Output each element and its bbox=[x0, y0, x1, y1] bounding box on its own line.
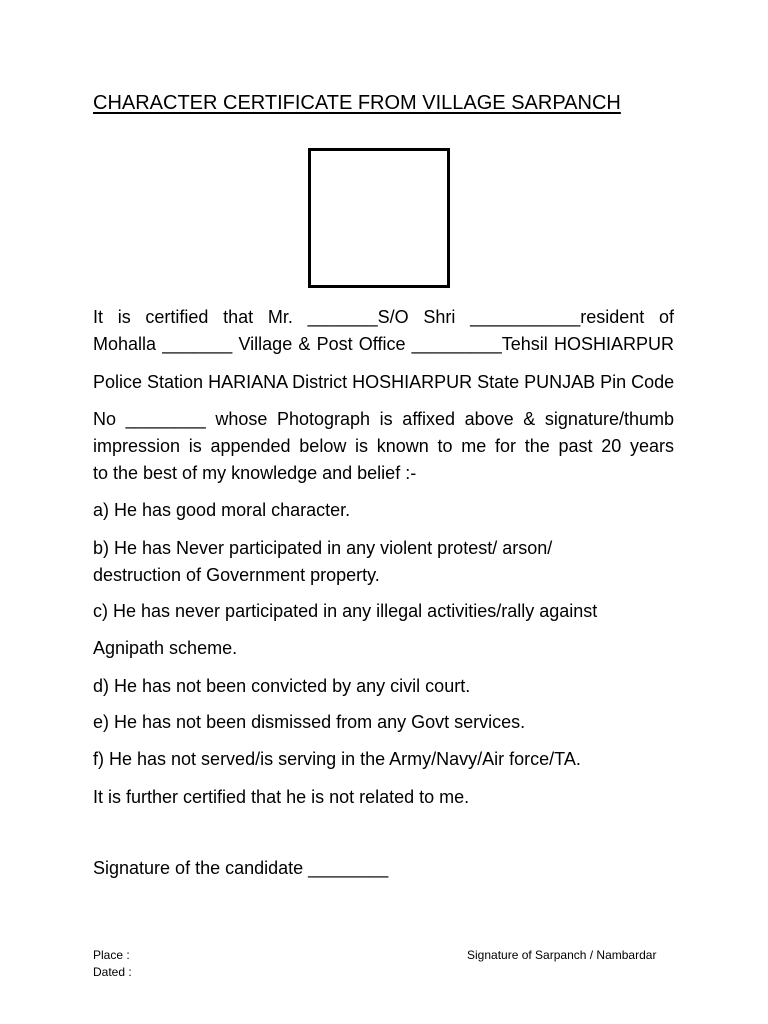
declaration-d: d) He has not been convicted by any civil court. bbox=[93, 676, 471, 696]
paragraph-line-3: Police Station HARIANA District HOSHIARPUR State PUNJAB Pin Code bbox=[93, 372, 675, 392]
dated-label: Dated : bbox=[93, 965, 132, 979]
declaration-b-line-2: destruction of Government property. bbox=[93, 565, 380, 585]
sarpanch-signature-label: Signature of Sarpanch / Nambardar bbox=[467, 948, 657, 962]
certificate-title: CHARACTER CERTIFICATE FROM VILLAGE SARPANCH bbox=[93, 92, 621, 114]
place-label: Place : bbox=[93, 948, 130, 962]
declaration-b-line-1: b) He has Never participated in any violent protest/ arson/ bbox=[93, 538, 553, 558]
not-related-statement: It is further certified that he is not related to me. bbox=[93, 787, 470, 807]
paragraph-line-1: It is certified that Mr. _______S/O Shri ___________resident of bbox=[93, 307, 674, 327]
photograph-box bbox=[308, 148, 450, 288]
declaration-f: f) He has not served/is serving in the Army/Navy/Air force/TA. bbox=[93, 749, 581, 769]
declaration-c-line-2: Agnipath scheme. bbox=[93, 638, 238, 658]
paragraph-line-4: No ________ whose Photograph is affixed above & signature/thumb bbox=[93, 409, 674, 429]
declaration-c-line-1: c) He has never participated in any illegal activities/rally against bbox=[93, 601, 598, 621]
paragraph-line-2: Mohalla _______ Village & Post Office _________Tehsil HOSHIARPUR bbox=[93, 334, 674, 354]
paragraph-line-5: impression is appended below is known to me for the past 20 years bbox=[93, 436, 674, 456]
paragraph-line-6: to the best of my knowledge and belief :- bbox=[93, 463, 417, 483]
declaration-e: e) He has not been dismissed from any Govt services. bbox=[93, 712, 526, 732]
declaration-a: a) He has good moral character. bbox=[93, 500, 351, 520]
candidate-signature-line: Signature of the candidate ________ bbox=[93, 858, 389, 878]
